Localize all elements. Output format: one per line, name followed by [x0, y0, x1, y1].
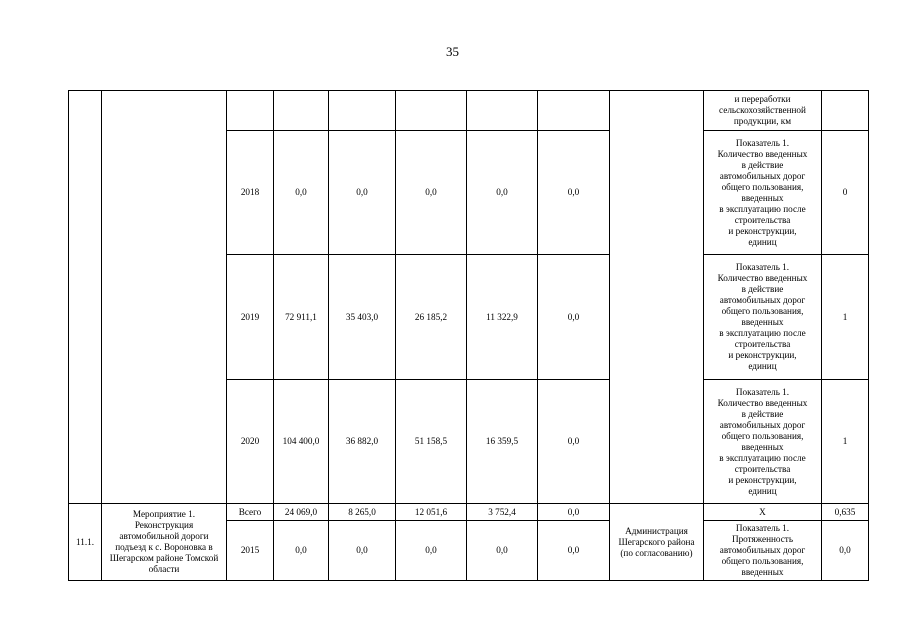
event-name: Мероприятие 1. Реконструкция автомобильной дороги подъезд к с. Вороновка в Шегарском районе Томской области — [102, 504, 227, 581]
year-cell: 2015 — [227, 521, 274, 581]
event-name-cell-empty — [102, 91, 227, 504]
total-cell: 0,0 — [274, 131, 329, 255]
indicator-value-cell: 1 — [822, 255, 869, 380]
local-cell: 11 322,9 — [467, 255, 538, 380]
indicator-cell: Показатель 1. Количество введенных в действие автомобильных дорог общего пользования, введенных в эксплуатацию после строительства и реконструкции, единиц — [704, 380, 822, 504]
indicator-value-cell: 0 — [822, 131, 869, 255]
extra-cell: 0,0 — [538, 131, 610, 255]
total-cell-empty — [274, 91, 329, 131]
extra-cell: 0,0 — [538, 380, 610, 504]
indicator-value-cell: 0,0 — [822, 521, 869, 581]
federal-cell: 36 882,0 — [329, 380, 396, 504]
extra-cell: 0,0 — [538, 504, 610, 521]
indicator-cell: Показатель 1. Протяженность автомобильных дорог общего пользования, введенных — [704, 521, 822, 581]
number-cell-empty — [69, 91, 102, 504]
total-cell: 0,0 — [274, 521, 329, 581]
executor-cell: Администрация Шегарского района (по согласованию) — [610, 504, 704, 581]
federal-cell-empty — [329, 91, 396, 131]
federal-cell: 8 265,0 — [329, 504, 396, 521]
regional-cell: 0,0 — [396, 131, 467, 255]
federal-cell: 0,0 — [329, 131, 396, 255]
regional-cell: 0,0 — [396, 521, 467, 581]
year-cell: 2020 — [227, 380, 274, 504]
regional-cell: 51 158,5 — [396, 380, 467, 504]
indicator-continuation: и переработки сельскохозяйственной продукции, км — [704, 91, 822, 131]
local-cell-empty — [467, 91, 538, 131]
program-budget-table — [68, 90, 869, 581]
total-cell: 104 400,0 — [274, 380, 329, 504]
indicator-cell: Показатель 1. Количество введенных в действие автомобильных дорог общего пользования, введенных в эксплуатацию после строительства и реконструкции, единиц — [704, 131, 822, 255]
regional-cell: 26 185,2 — [396, 255, 467, 380]
total-cell: 72 911,1 — [274, 255, 329, 380]
table-row-continuation — [69, 91, 869, 131]
extra-cell: 0,0 — [538, 521, 610, 581]
regional-cell: 12 051,6 — [396, 504, 467, 521]
local-cell: 16 359,5 — [467, 380, 538, 504]
indicator-cell: Показатель 1. Количество введенных в действие автомобильных дорог общего пользования, введенных в эксплуатацию после строительства и реконструкции, единиц — [704, 255, 822, 380]
federal-cell: 0,0 — [329, 521, 396, 581]
indicator-cell: Х — [704, 504, 822, 521]
extra-cell: 0,0 — [538, 255, 610, 380]
extra-cell-empty — [538, 91, 610, 131]
regional-cell-empty — [396, 91, 467, 131]
year-cell-empty — [227, 91, 274, 131]
federal-cell: 35 403,0 — [329, 255, 396, 380]
local-cell: 0,0 — [467, 521, 538, 581]
indicator-value-cell: 1 — [822, 380, 869, 504]
event-number: 11.1. — [69, 504, 102, 581]
indicator-value-cell: 0,635 — [822, 504, 869, 521]
executor-cell-empty — [610, 91, 704, 504]
local-cell: 3 752,4 — [467, 504, 538, 521]
page-number: 35 — [446, 44, 459, 59]
total-cell: 24 069,0 — [274, 504, 329, 521]
local-cell: 0,0 — [467, 131, 538, 255]
year-cell: Всего — [227, 504, 274, 521]
year-cell: 2018 — [227, 131, 274, 255]
year-cell: 2019 — [227, 255, 274, 380]
value-cell-empty — [822, 91, 869, 131]
table-row-event-total — [69, 504, 869, 521]
